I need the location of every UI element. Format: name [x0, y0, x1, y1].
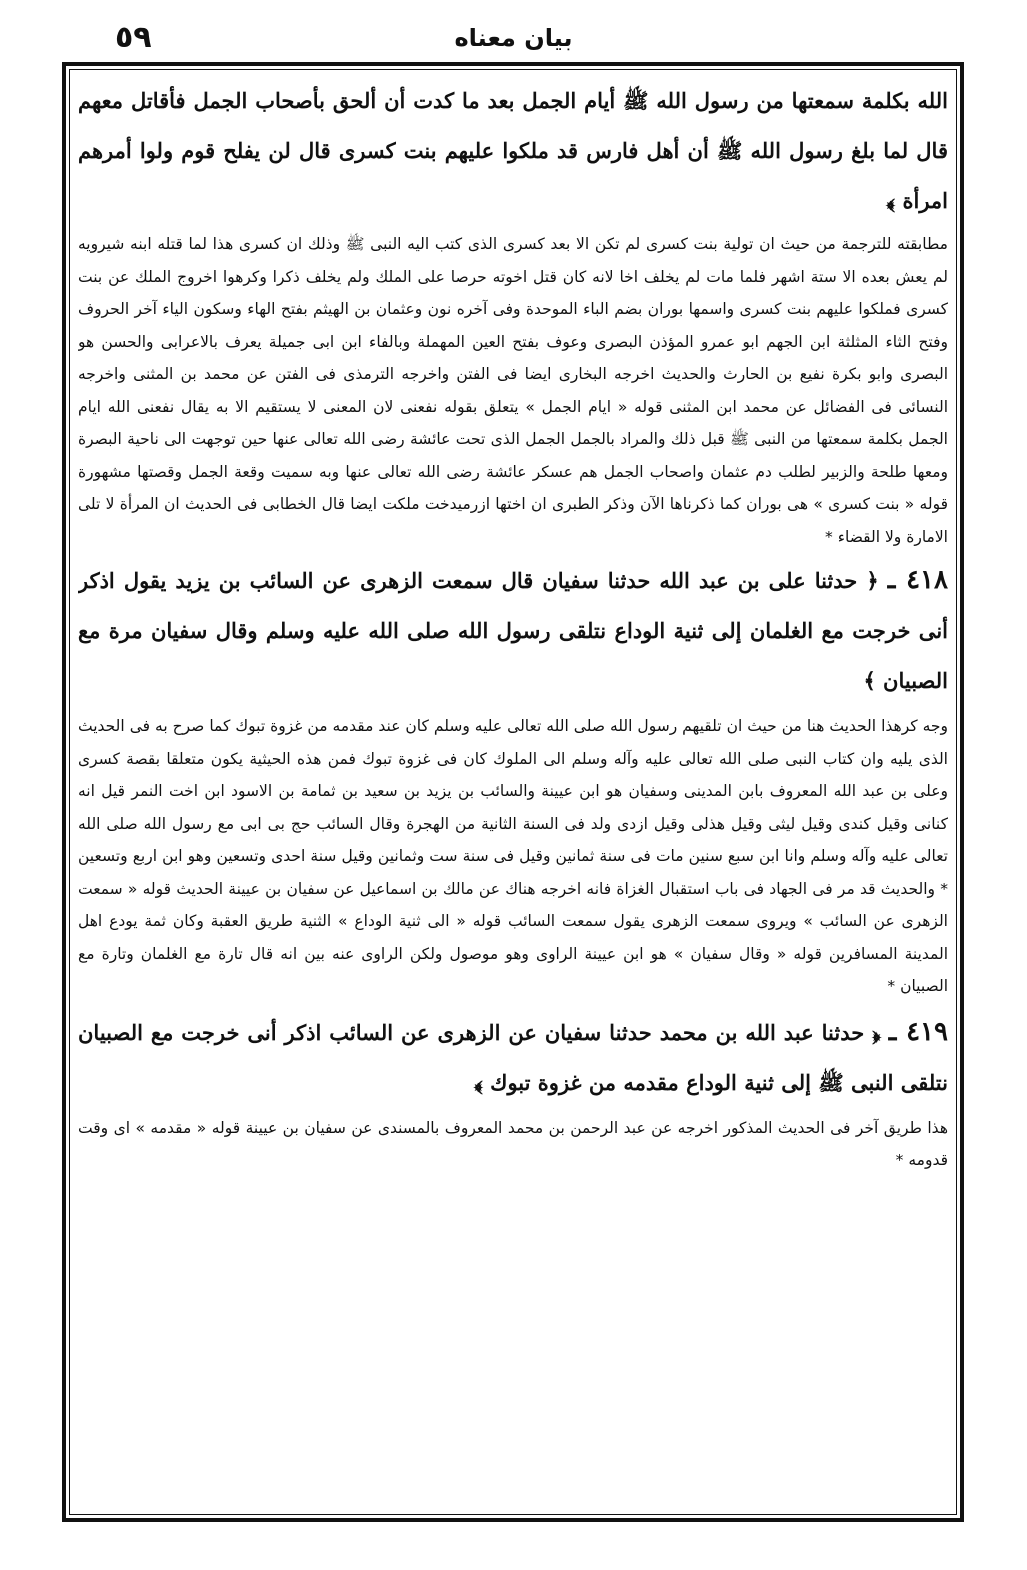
- hadith-number-419: ٤١٩ ـ: [888, 1016, 948, 1047]
- commentary-1: مطابقته للترجمة من حيث ان تولية بنت كسرى لم تكن الا بعد كسرى الذى كتب اليه النبى ﷺ وذلك ان كسرى هذا لما قتله ابنه شيرويه لم يعش بعده الا ستة اشهر فلما مات لم يخلف اخا لانه كان قتل اخوته حرصا على الملك ولم يخلف ذكرا وكرهوا اخروج الملك عن بنت كسرى فملكوا عليهم بنت كسرى واسمها بوران بضم الباء الموحدة وفى آخره نون وعثمان بن الهيثم بفتح الهاء وسكون الياء آخر الحروف وفتح الثاء المثلثة ابن الجهم ابو عمرو المؤذن البصرى وعوف بفتح العين المهملة وبالفاء ابن ابى جميلة يعرف بالاعرابى والحسن هو البصرى وابو بكرة نفيع بن الحارث والحديث اخرجه البخارى ايضا فى الفتن واخرجه الترمذى فى الفتن عن محمد بن المثنى واخرجه النسائى فى الفضائل عن محمد ابن المثنى قوله « ايام الجمل » يتعلق بقوله نفعنى لان المعنى لا يستقيم الا به يقال نفعنى الله ايام الجمل بكلمة سمعتها من النبى ﷺ قبل ذلك والمراد بالجمل الجمل الذى تحت عائشة رضى الله تعالى عنها حين توجهت الى ناحية البصرة ومعها طلحة والزبير لطلب دم عثمان واصحاب الجمل هم عسكر عائشة رضى الله تعالى عنها وبه سميت وقعة الجمل وقصتها مشهورة قوله « بنت كسرى » هى بوران كما ذكرناها الآن وذكر الطبرى ان اختها ازرميدخت ملكت ايضا قال الخطابى فى الحديث ان المرأة لا تلى الامارة ولا القضاء *: [78, 235, 948, 546]
- hadith-text-1: الله بكلمة سمعتها من رسول الله ﷺ أيام الجمل بعد ما كدت أن ألحق بأصحاب الجمل فأقاتل معهم قال لما بلغ رسول الله ﷺ أن أهل فارس قد ملكوا عليهم بنت كسرى قال لن يفلح قوم ولوا أمرهم امرأة ﴾: [78, 88, 948, 213]
- hadith-418: [78, 555, 948, 706]
- commentary-419: هذا طريق آخر فى الحديث المذكور اخرجه عن عبد الرحمن بن محمد المعروف بالمسندى عن سفيان بن عيينة قوله « مقدمه » اى وقت قدومه *: [78, 1118, 948, 1169]
- running-title: بیان معناه: [454, 24, 573, 52]
- hadith-number-418: ٤١٨ ـ: [887, 565, 948, 595]
- commentary-418: وجه كرهذا الحديث هنا من حيث ان تلقيهم رسول الله صلى الله تعالى عليه وسلم كان عند مقدمه من غزوة تبوك كما صرح به فى الحديث الذى يليه وان كتاب النبى صلى الله تعالى عليه وآله وسلم الى الملوك كان فى غزوة تبوك فمن هذه الحيثية يكون متعلقا بقصة كسرى وعلى بن عبد الله المعروف بابن المدينى وسفيان هو ابن عيينة والسائب بن يزيد بن سعيد بن ثمامة بن الاسود ابن اخت النمر قيل انه كنانى وقيل كندى وقيل ليثى وقيل هذلى وقيل ازدى ولد فى السنة الثانية من الهجرة وقال السائب حج بى ابى مع رسول الله صلى الله تعالى عليه وآله وسلم وانا ابن سبع سنين مات فى سنة ثمانين وقيل فى سنة ست وثمانين وقيل سنة احدى وتسعين وهو ابن اربع وتسعين * والحديث قد مر فى الجهاد فى باب استقبال الغزاة فانه اخرجه هناك عن مالك بن اسماعيل عن سفيان بن عيينة الحديث قوله « سمعت الزهرى عن السائب » ويروى سمعت الزهرى يقول سمعت السائب قوله « الى ثنية الوداع » الثنية طريق العقبة وكان ثمة يودع اهل المدينة المسافرين قوله « وقال سفيان » هو ابن عيينة الراوى وهو موصول ولكن الراوى عنه بين انه قال تارة مع الغلمان وتارة مع الصبيان *: [78, 717, 948, 995]
- page-number: ٥٩: [115, 20, 152, 55]
- hadith-text-419: ﴿ حدثنا عبد الله بن محمد حدثنا سفيان عن الزهرى عن السائب اذكر أنى خرجت مع الصبيان نتلقى النبى ﷺ إلى ثنية الوداع مقدمه من غزوة تبوك ﴾: [78, 1019, 948, 1095]
- page-body: [78, 76, 948, 1506]
- hadith-text-418: ﴿ حدثنا على بن عبد الله حدثنا سفيان قال سمعت الزهرى عن السائب بن يزيد يقول اذكر أنى خرجت مع الغلمان إلى ثنية الوداع نتلقى رسول الله صلى الله عليه وسلم وقال سفيان مرة مع الصبيان ﴾: [78, 568, 948, 693]
- page-header: [80, 20, 947, 60]
- hadith-419: [78, 1007, 948, 1108]
